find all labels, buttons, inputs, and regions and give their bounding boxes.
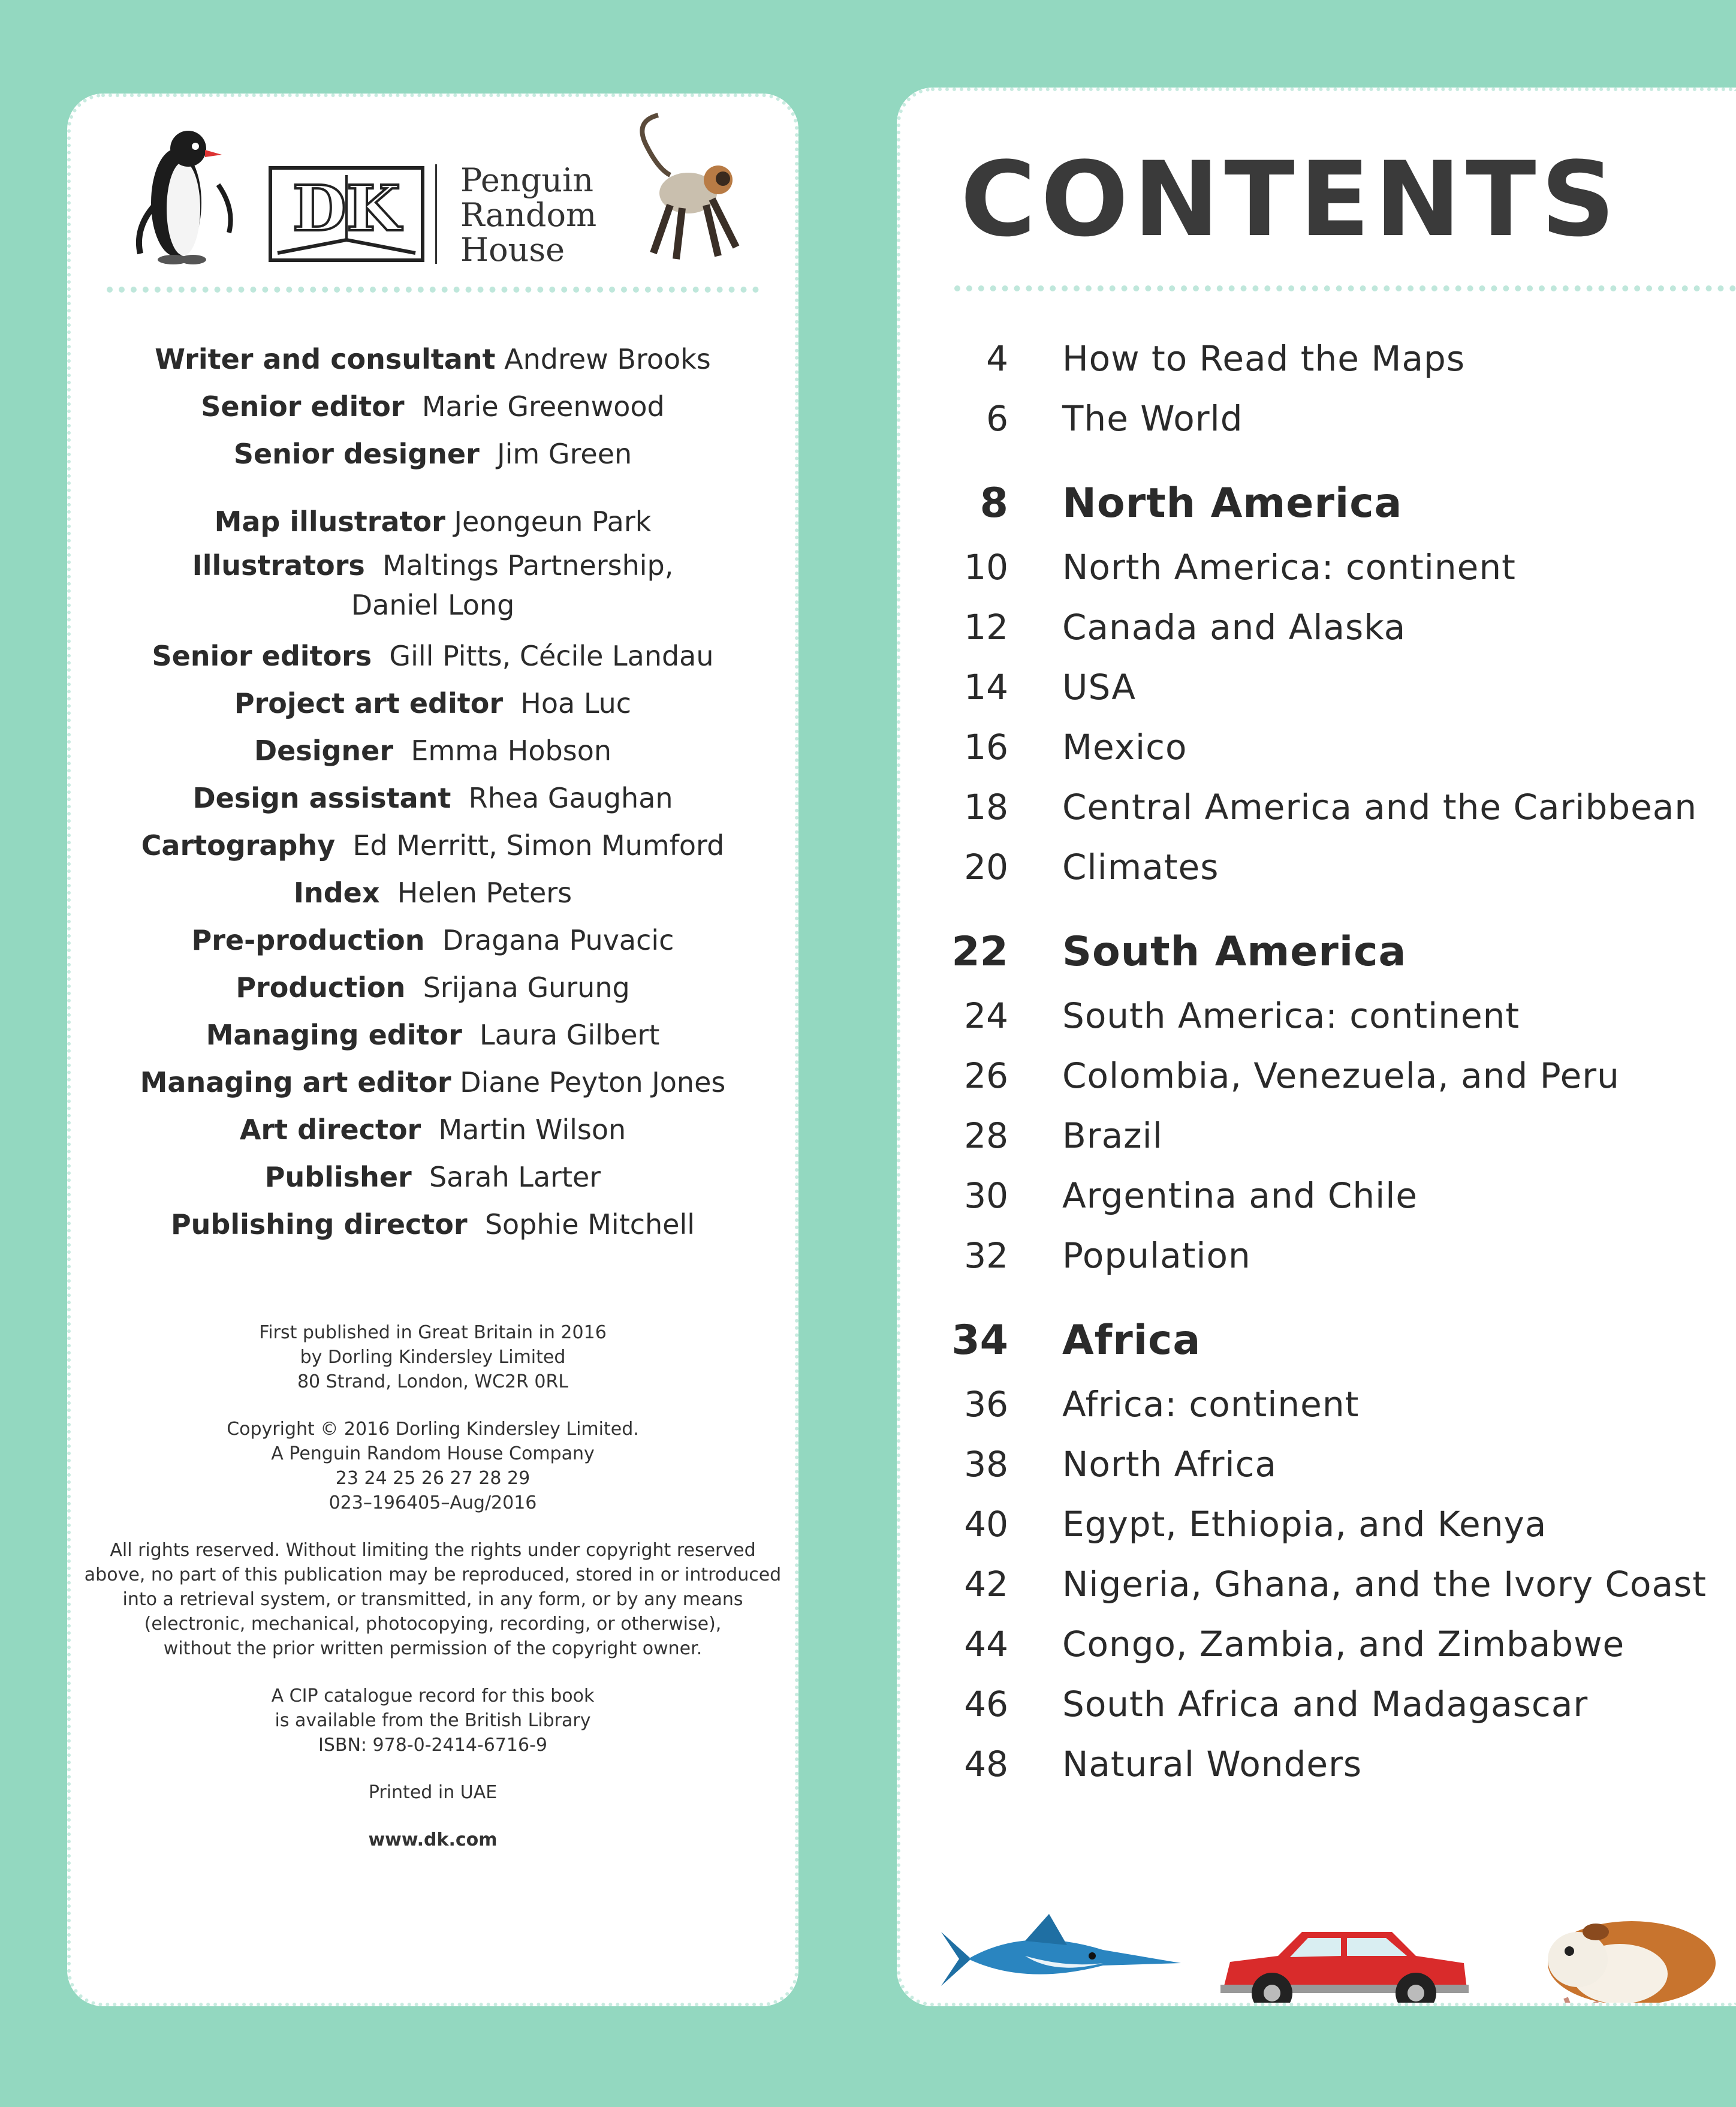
credit-line: Map illustrator Jeongeun Park <box>214 505 652 538</box>
imprint-text <box>71 1320 795 1875</box>
contents-page <box>897 88 1736 2006</box>
credit-line: Managing editor Laura Gilbert <box>206 1019 660 1051</box>
credit-line: Senior editor Marie Greenwood <box>201 390 665 423</box>
toc-section-heading[interactable]: 34 Africa <box>951 1317 1201 1364</box>
header-divider <box>107 287 759 293</box>
swordfish-illustration <box>935 1908 1187 2006</box>
toc-entry[interactable]: 38 North Africa <box>964 1444 1277 1485</box>
credit-line: Pre-production Dragana Puvacic <box>191 924 674 956</box>
toc-entry[interactable]: 18 Central America and the Caribbean <box>964 787 1698 827</box>
prh-line: Penguin <box>460 161 594 199</box>
table-of-contents <box>900 330 1736 1795</box>
toc-entry[interactable]: 28 Brazil <box>964 1115 1163 1156</box>
prh-line: House <box>460 231 565 269</box>
credit-line: Cartography Ed Merritt, Simon Mumford <box>141 829 725 862</box>
toc-entry[interactable]: 48 Natural Wonders <box>964 1744 1363 1784</box>
credit-line: Illustrators Maltings Partnership, Daniel Long <box>192 549 674 621</box>
prh-line: Random <box>460 196 597 234</box>
monkey-illustration <box>622 103 754 283</box>
website-link[interactable]: www.dk.com <box>368 1829 498 1850</box>
title-divider <box>954 285 1736 291</box>
toc-entry[interactable]: 4 How to Read the Maps <box>986 338 1466 379</box>
credit-line: Index Helen Peters <box>293 877 572 909</box>
logo-divider <box>435 164 437 264</box>
logo-row <box>71 97 795 295</box>
toc-entry[interactable]: 24 South America: continent <box>964 995 1520 1036</box>
toc-entry[interactable]: 36 Africa: continent <box>964 1384 1360 1425</box>
toc-section-heading[interactable]: 22 South America <box>951 928 1407 976</box>
dk-letters: DK <box>292 171 401 245</box>
guinea-pig-illustration <box>1530 1908 1728 2006</box>
toc-entry[interactable]: 26 Colombia, Venezuela, and Peru <box>964 1055 1620 1096</box>
dk-book-logo <box>266 163 427 265</box>
toc-section-heading[interactable]: 8 North America <box>979 480 1403 527</box>
imprint-page <box>67 94 798 2006</box>
toc-entry[interactable]: 12 Canada and Alaska <box>964 607 1406 648</box>
toc-entry[interactable]: 32 Population <box>964 1235 1251 1276</box>
penguin-random-house-wordmark <box>460 163 596 267</box>
credit-line: Managing art editor Diane Peyton Jones <box>140 1066 726 1098</box>
toc-entry[interactable]: 10 North America: continent <box>964 547 1516 588</box>
toc-entry[interactable]: 14 USA <box>964 667 1137 708</box>
credit-line: Art director Martin Wilson <box>239 1113 626 1146</box>
cip-record: A CIP catalogue record for this book is available from the British Library ISBN: 978-0-2414-6716-9 <box>271 1685 595 1756</box>
toc-entry[interactable]: 16 Mexico <box>964 727 1188 767</box>
toc-entry[interactable]: 42 Nigeria, Ghana, and the Ivory Coast <box>964 1564 1707 1605</box>
bottom-illustrations <box>900 1908 1736 2006</box>
credit-line: Publisher Sarah Larter <box>264 1161 601 1193</box>
copyright-info: Copyright © 2016 Dorling Kindersley Limited. A Penguin Random House Company 23 24 25 26 27 28 29 023–196405–Aug/2016 <box>227 1419 639 1513</box>
credit-line: Production Srijana Gurung <box>236 971 630 1004</box>
penguin-illustration <box>128 113 260 269</box>
credits-list <box>71 336 795 1248</box>
toc-entry[interactable]: 20 Climates <box>964 847 1219 887</box>
contents-title: CONTENTS <box>960 139 1620 260</box>
printed-in: Printed in UAE <box>368 1782 498 1803</box>
credit-line: Designer Emma Hobson <box>254 735 612 767</box>
credit-line: Senior editors Gill Pitts, Cécile Landau <box>152 640 714 672</box>
toc-entry[interactable]: 6 The World <box>986 398 1243 439</box>
toc-entry[interactable]: 44 Congo, Zambia, and Zimbabwe <box>964 1624 1625 1664</box>
credit-line: Senior designer Jim Green <box>233 438 632 470</box>
toc-entry[interactable]: 40 Egypt, Ethiopia, and Kenya <box>964 1504 1547 1545</box>
red-car-illustration <box>1212 1914 1476 2006</box>
toc-entry[interactable]: 46 South Africa and Madagascar <box>964 1684 1589 1724</box>
credit-line: Publishing director Sophie Mitchell <box>170 1208 695 1241</box>
publication-info: First published in Great Britain in 2016 by Dorling Kindersley Limited 80 Strand, London, WC2R 0RL <box>259 1322 607 1392</box>
toc-entry[interactable]: 30 Argentina and Chile <box>964 1175 1418 1216</box>
credit-line: Design assistant Rhea Gaughan <box>192 782 673 814</box>
credit-line: Writer and consultant Andrew Brooks <box>155 343 711 375</box>
credit-line: Project art editor Hoa Luc <box>234 687 632 720</box>
rights-statement: All rights reserved. Without limiting the rights under copyright reserved above, no part of this publication may be reproduced, stored in or introduced into a retrieval system, or transmitted, in any form, or by any means (electronic, mechanical, photocopying, recording, or otherwise), without the prior written permission of the copyright owner. <box>84 1540 782 1659</box>
